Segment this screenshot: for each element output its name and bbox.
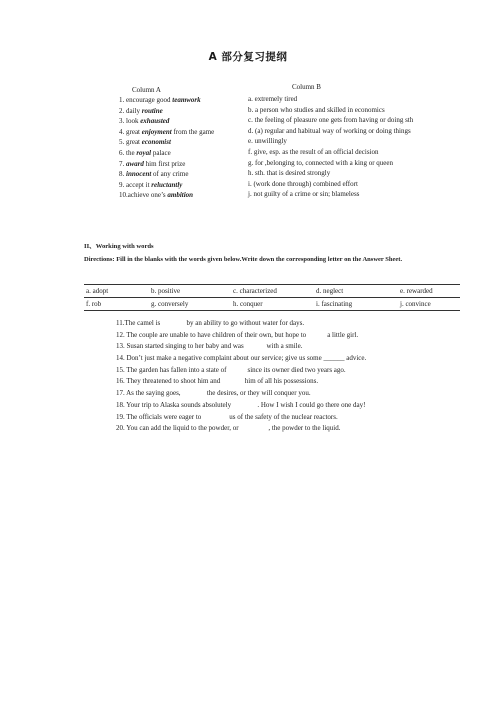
item-keyword: award — [126, 159, 144, 168]
column-b-item: b. a person who studies and skilled in economics — [248, 105, 385, 114]
answer-blank — [220, 376, 245, 388]
column-a-item — [116, 180, 248, 191]
answer-blank — [181, 388, 207, 400]
sentence-text-after: since its owner died two years ago. — [247, 365, 346, 374]
sentence-text-after: the desires, or they will conquer you. — [206, 389, 311, 398]
sentence-item — [116, 388, 476, 400]
word-option: j. convince — [400, 300, 431, 308]
word-option: b. positive — [151, 287, 181, 295]
column-a-item — [116, 159, 248, 170]
item-keyword: teamwork — [172, 96, 201, 104]
sentence-text: 13. Susan started singing to her baby and was — [116, 342, 244, 351]
answer-blank — [160, 318, 186, 330]
sentence-text-after: with a smile. — [266, 342, 303, 351]
sentence-text-after: us of the safety of the nuclear reactors. — [229, 412, 338, 421]
column-a-header: Column A — [132, 86, 161, 94]
answer-blank — [239, 423, 269, 435]
word-option: f. rob — [86, 300, 102, 308]
column-b-item: c. the feeling of pleasure one gets from having or doing sth — [248, 116, 414, 125]
column-b-item: g. for ,belonging to, connected with a king or queen — [248, 158, 394, 167]
sentence-text: 19. The officials were eager to — [116, 412, 202, 421]
sentence-item — [116, 330, 476, 342]
item-text: 7. — [119, 159, 126, 168]
item-keyword: ambition — [167, 191, 194, 200]
item-text: 9. accept it — [119, 180, 152, 189]
item-text-after: of any crime — [151, 170, 189, 179]
word-option: e. rewarded — [400, 287, 433, 295]
sentence-text-after: by an ability to go without water for days. — [186, 319, 305, 327]
sentence-text: 20. You can add the liquid to the powder, or — [116, 424, 239, 433]
item-keyword: economist — [141, 138, 171, 147]
column-b — [248, 82, 463, 200]
column-a-item — [116, 127, 248, 138]
item-text: 2. daily — [119, 106, 142, 115]
item-keyword: enjoyment — [141, 127, 172, 136]
sentence-item — [116, 365, 476, 377]
word-option: d. neglect — [316, 287, 344, 295]
item-text: 8. — [119, 170, 126, 179]
item-text: 3. look — [119, 117, 141, 126]
column-b-item: a. extremely tired — [248, 95, 298, 103]
item-keyword: exhausted — [140, 117, 170, 126]
word-box-row — [84, 297, 460, 310]
column-b-list — [248, 94, 463, 200]
sentence-text-after: . How I wish I could go there one day! — [257, 400, 366, 409]
column-b-item: j. not guilty of a crime or sin; blameless — [248, 190, 360, 199]
sentence-item — [116, 376, 476, 388]
sentence-item — [116, 353, 476, 365]
item-text: 10.achieve one’s — [119, 191, 168, 200]
column-b-header: Column B — [292, 83, 321, 91]
answer-blank — [201, 412, 229, 424]
column-b-item: h. sth. that is desired strongly — [248, 169, 331, 178]
item-keyword: royal — [136, 148, 152, 157]
column-a-item — [116, 106, 248, 117]
column-b-item: i. (work done through) combined effort — [248, 179, 358, 188]
item-text-after: palace — [151, 148, 171, 157]
word-option: a. adopt — [86, 287, 109, 295]
sentence-item — [116, 400, 476, 412]
sentence-text: 17. As the saying goes, — [116, 389, 181, 398]
sentence-text: 18. Your trip to Alaska sounds absolutely — [116, 400, 232, 409]
item-text: 4. great — [119, 127, 142, 136]
answer-blank — [226, 365, 247, 377]
column-a-list — [116, 95, 248, 201]
item-text-after: from the game — [171, 127, 215, 136]
answer-blank — [306, 330, 327, 342]
sentence-text: 11.The camel is — [116, 319, 161, 327]
section-heading: II、Working with words — [84, 243, 154, 250]
item-keyword: innocent — [126, 170, 152, 179]
sentence-text: 16. They threatened to shoot him and — [116, 377, 221, 386]
sentence-text: 12. The couple are unable to have children of their own, but hope to — [116, 330, 307, 339]
column-a-item — [116, 148, 248, 159]
page-title: A 部分复习提纲 — [208, 51, 288, 63]
sentence-text-after: a little girl. — [327, 330, 359, 339]
item-text: 1. encourage good — [119, 96, 173, 104]
column-a-item — [116, 116, 248, 127]
word-option: i. fascinating — [316, 300, 353, 308]
column-a-item — [116, 190, 248, 201]
sentence-text-after: him of all his possessions. — [244, 377, 319, 386]
column-a-item — [116, 169, 248, 180]
sentence-item — [116, 423, 476, 435]
column-a-item — [116, 137, 248, 148]
word-option: c. characterized — [233, 287, 277, 295]
word-option: h. conquer — [233, 300, 263, 308]
answer-blank — [231, 400, 257, 412]
sentence-text: 15. The garden has fallen into a state of — [116, 365, 227, 374]
column-a — [116, 82, 248, 201]
sentence-item — [116, 318, 476, 330]
answer-blank — [244, 341, 267, 353]
column-b-item: e. unwillingly — [248, 137, 287, 146]
column-b-item: f. give, esp. as the result of an official decision — [248, 147, 379, 156]
word-box — [84, 284, 460, 311]
column-a-item — [116, 95, 248, 106]
item-text: 6. the — [119, 148, 137, 157]
word-option: g. conversely — [151, 300, 189, 308]
item-text-after: him first prize — [143, 159, 186, 168]
sentence-list — [116, 318, 476, 435]
sentence-text-after: , the powder to the liquid. — [268, 424, 341, 433]
section-directions: Directions: Fill in the blanks with the words given below.Write down the corresponding letter on the Answer Sheet. — [84, 256, 403, 263]
item-keyword: reluctantly — [151, 180, 183, 189]
column-b-item: d. (a) regular and habitual way of working or doing things — [248, 126, 411, 135]
item-keyword: routine — [141, 106, 163, 115]
sentence-item — [116, 341, 476, 353]
item-text: 5. great — [119, 138, 142, 147]
sentence-text: 14. Don’t just make a negative complaint about our service; give us some ______ advice. — [116, 354, 367, 363]
sentence-item — [116, 412, 476, 424]
word-box-row — [84, 285, 460, 297]
